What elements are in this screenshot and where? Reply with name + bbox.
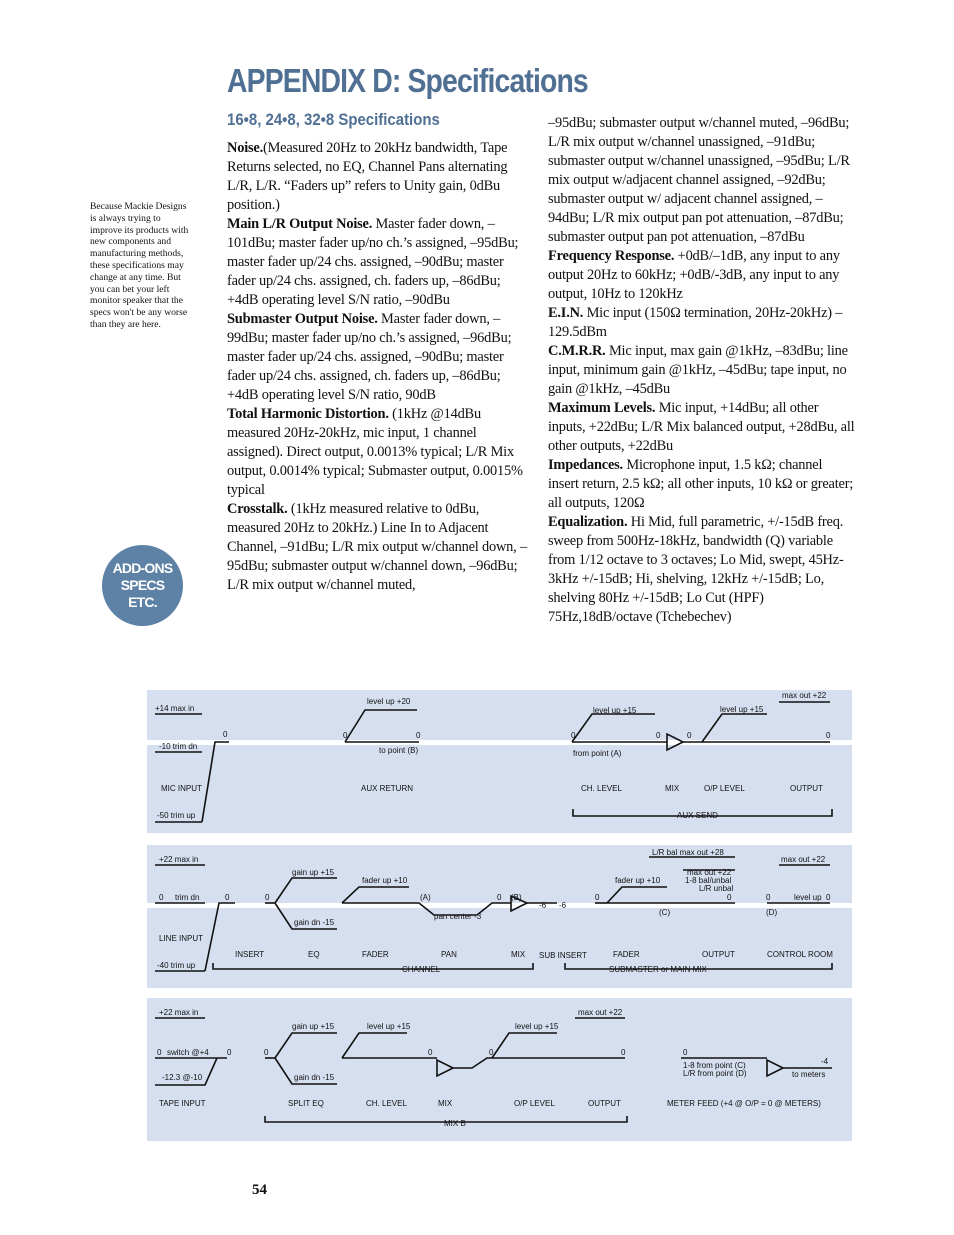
aux-send-ch-level: CH. LEVEL	[581, 784, 622, 793]
output-bal-unbal: 1-8 bal/unbal	[685, 876, 732, 885]
submaster-fader-up: fader up +10	[615, 876, 661, 885]
mix-out-zero: 0	[489, 1048, 494, 1057]
meter-zero: 0	[683, 1048, 688, 1057]
tape-switch: switch @+4	[167, 1048, 209, 1057]
channel-group-label: CHANNEL	[402, 965, 441, 974]
aux-send-from-point: from point (A)	[573, 749, 622, 758]
spec-ein: E.I.N. Mic input (150Ω termination, 20Hz-20kHz) –129.5dBm	[548, 305, 843, 340]
insert-zero: 0	[225, 893, 230, 902]
point-c: (C)	[659, 908, 671, 917]
cr-zero-2: 0	[826, 893, 831, 902]
mic-zero: 0	[223, 730, 228, 739]
sub-zero: 0	[595, 893, 600, 902]
sub-insert-minus6: -6	[559, 901, 567, 910]
mix-label: MIX	[511, 950, 526, 959]
mic-trim-up: -50 trim up	[157, 811, 196, 820]
cr-level-up: level up	[794, 893, 822, 902]
aux-return-to-point: to point (B)	[379, 746, 419, 755]
split-eq-label: SPLIT EQ	[288, 1099, 324, 1108]
spec-submaster-output-noise: Submaster Output Noise. Master fader down, –99dBu; master fader up/no ch.’s assigned, –96dBu; master fader up/24 chs. assigned, –90dBu; master fader up/24 chs. assigned, ch. faders up, –86dBu; +4dB operating level S/N ratio, 90dB	[227, 311, 512, 403]
section-badge	[102, 545, 183, 626]
line-zero-in: 0	[159, 893, 164, 902]
submaster-fader-label: FADER	[613, 950, 640, 959]
mixb-mix-label: MIX	[438, 1099, 453, 1108]
tape-input-label: TAPE INPUT	[159, 1099, 206, 1108]
op-level-label: O/P LEVEL	[514, 1099, 555, 1108]
ch-level-label: CH. LEVEL	[366, 1099, 407, 1108]
badge-line-2: SPECS	[120, 577, 165, 593]
submaster-group-label: SUBMASTER or MAIN MIX	[609, 965, 707, 974]
aux-return-zero-a: 0	[343, 731, 348, 740]
line-trim-dn: trim dn	[175, 893, 200, 902]
split-eq-gain-dn: gain dn -15	[294, 1073, 335, 1082]
badge-line-3: ETC.	[128, 594, 157, 610]
control-room-label: CONTROL ROOM	[767, 950, 833, 959]
mixb-max-out: max out +22	[578, 1008, 623, 1017]
side-note: Because Mackie Designs is always trying to improve its products with new components and manufacturing methods, these specifications may change at any time. But you can bet your left monitor speaker that the specs won't be any worse than they are here.	[90, 201, 189, 330]
output-lr-unbal: L/R unbal	[699, 884, 734, 893]
mixb-level-up-1: level up +15	[367, 1022, 411, 1031]
spec-main-output-noise: Main L/R Output Noise. Master fader down, –101dBu; master fader up/no ch.’s assigned, –95dBu; master fader up/24 chs. assigned, –90dBu; master fader up/24 chs. assigned, ch. faders up, –86dBu; +4dB operating level S/N ratio, –90dBu	[227, 216, 519, 308]
mic-trim-dn: -10 trim dn	[159, 742, 198, 751]
spec-equalization: Equalization. Hi Mid, full parametric, +/-15dB freq. sweep from 500Hz-18kHz, bandwidth (Q) variable from 1/12 octave to 3 octaves; Lo Mid, swept, 45Hz-3kHz +/-15dB; Hi, shelving, 12kHz +/-15dB; Lo, shelving 80Hz +/-15dB; Lo Cut (HPF) 75Hz,18dB/octave (Tchebechev)	[548, 514, 844, 625]
aux-send-zero-2: 0	[656, 731, 661, 740]
fader-label: FADER	[362, 950, 389, 959]
split-eq-zero: 0	[264, 1048, 269, 1057]
pan-center: pan center -3	[434, 912, 482, 921]
meter-minus4: -4	[821, 1057, 829, 1066]
channel-fader-up: fader up +10	[362, 876, 408, 885]
aux-return-level-up: level up +20	[367, 697, 411, 706]
aux-send-zero-1: 0	[571, 731, 576, 740]
split-zero: 0	[227, 1048, 232, 1057]
aux-send-output: OUTPUT	[790, 784, 823, 793]
mixb-output-label: OUTPUT	[588, 1099, 621, 1108]
eq-gain-dn: gain dn -15	[294, 918, 335, 927]
badge-line-1: ADD-ONS	[112, 560, 173, 576]
eq-label: EQ	[308, 950, 320, 959]
aux-send-level-up-1: level up +15	[593, 706, 637, 715]
aux-return-label: AUX RETURN	[361, 784, 414, 793]
point-b: (B)	[511, 893, 522, 902]
aux-send-zero-3: 0	[687, 731, 692, 740]
line-trim-up: -40 trim up	[157, 961, 196, 970]
spec-noise: Noise.(Measured 20Hz to 20kHz bandwidth, Tape Returns selected, no EQ, Channel Pans alternating L/R, L/R. “Faders up” refers to Unity gain, 0dBu position.)	[227, 140, 508, 213]
point-a: (A)	[420, 893, 431, 902]
level-diagram-tape-mixb	[147, 998, 852, 1141]
mic-max-in: +14 max in	[155, 704, 195, 713]
page-number: 54	[252, 1182, 267, 1198]
mix-in-zero: 0	[428, 1048, 433, 1057]
meter-from-c: 1-8 from point (C)	[683, 1061, 746, 1070]
tape-zero-in: 0	[157, 1048, 162, 1057]
to-meters: to meters	[792, 1070, 826, 1079]
output-max-out: max out +22	[687, 868, 732, 877]
aux-send-mix: MIX	[665, 784, 680, 793]
meter-feed-label: METER FEED (+4 @ O/P = 0 @ METERS)	[667, 1099, 821, 1108]
point-d: (D)	[766, 908, 778, 917]
pan-label: PAN	[441, 950, 457, 959]
page-title: APPENDIX D: Specifications	[227, 62, 588, 99]
spec-maximum-levels: Maximum Levels. Mic input, +14dBu; all other inputs, +22dBu; L/R Mix balanced output, +28dBu, all other outputs, +22dBu	[548, 400, 855, 454]
aux-send-level-up-2: level up +15	[720, 705, 764, 714]
aux-send-zero-4: 0	[826, 731, 831, 740]
mic-input-label: MIC INPUT	[161, 784, 202, 793]
aux-send-max-out: max out +22	[782, 691, 827, 700]
spec-cmrr: C.M.R.R. Mic input, max gain @1kHz, –83dBu; line input, minimum gain @1kHz, –45dBu; tape input, no gain @1kHz, –45dBu	[548, 343, 848, 397]
split-eq-gain-up: gain up +15	[292, 1022, 335, 1031]
spec-impedances: Impedances. Microphone input, 1.5 kΩ; channel insert return, 2.5 kΩ; all other inputs, 10 kΩ or greater; all outputs, 120Ω	[548, 457, 854, 511]
eq-zero: 0	[265, 893, 270, 902]
pan-zero: 0	[497, 893, 502, 902]
line-max-in: +22 max in	[159, 855, 199, 864]
aux-return-zero-b: 0	[416, 731, 421, 740]
spec-column-left	[227, 139, 535, 595]
spec-crosstalk: Crosstalk. (1kHz measured relative to 0dBu, measured 20Hz to 20kHz.) Line In to Adjacent Channel, –91dBu; L/R mix output w/channel down, –95dBu; submaster output w/channel down, –96dBu; L/R mix output w/channel muted,	[227, 501, 527, 593]
sub-insert-label: SUB INSERT	[539, 951, 587, 960]
spec-thd: Total Harmonic Distortion. (1kHz @14dBu measured 20Hz-20kHz, mic input, 1 channel assigned). Direct output, 0.0013% typical; L/R Mix output, 0.0014% typical; Submaster output, 0.0015% typical	[227, 406, 523, 498]
level-diagram-line-channel	[147, 845, 852, 988]
output-zero: 0	[727, 893, 732, 902]
eq-gain-up: gain up +15	[292, 868, 335, 877]
spec-crosstalk-continued: –95dBu; submaster output w/channel muted, –96dBu; L/R mix output w/channel unassigned, –91dBu; submaster output w/channel unassigned, –95dBu; L/R mix output w/adjacent channel assigned, –92dBu; submaster output w/ adjacent channel assigned, –94dBu; L/R mix output pan pot attenuation, –87dBu; submaster output pan pot attenuation, –87dBu	[548, 115, 850, 245]
tape-low-level: -12.3 @-10	[162, 1073, 203, 1082]
aux-send-group-label: AUX SEND	[677, 811, 718, 820]
mixb-level-up-2: level up +15	[515, 1022, 559, 1031]
spec-frequency-response: Frequency Response. +0dB/–1dB, any input to any output 20Hz to 60kHz; +0dB/-3dB, any input to any output, 10Hz to 120kHz	[548, 248, 840, 302]
lr-bal-max-out: L/R bal max out +28	[652, 848, 724, 857]
mixb-group-label: MIX B	[444, 1119, 466, 1128]
tape-max-in: +22 max in	[159, 1008, 199, 1017]
line-input-label: LINE INPUT	[159, 934, 204, 943]
mixb-output-zero: 0	[621, 1048, 626, 1057]
cr-zero-1: 0	[766, 893, 771, 902]
level-diagram-mic-aux	[147, 690, 852, 833]
output-label: OUTPUT	[702, 950, 735, 959]
mix-minus6: -6	[539, 901, 547, 910]
cr-max-out: max out +22	[781, 855, 826, 864]
spec-column-right	[548, 114, 856, 627]
meter-from-d: L/R from point (D)	[683, 1069, 747, 1078]
insert-label: INSERT	[235, 950, 265, 959]
aux-send-op-level: O/P LEVEL	[704, 784, 745, 793]
section-subtitle: 16•8, 24•8, 32•8 Specifications	[227, 110, 440, 129]
